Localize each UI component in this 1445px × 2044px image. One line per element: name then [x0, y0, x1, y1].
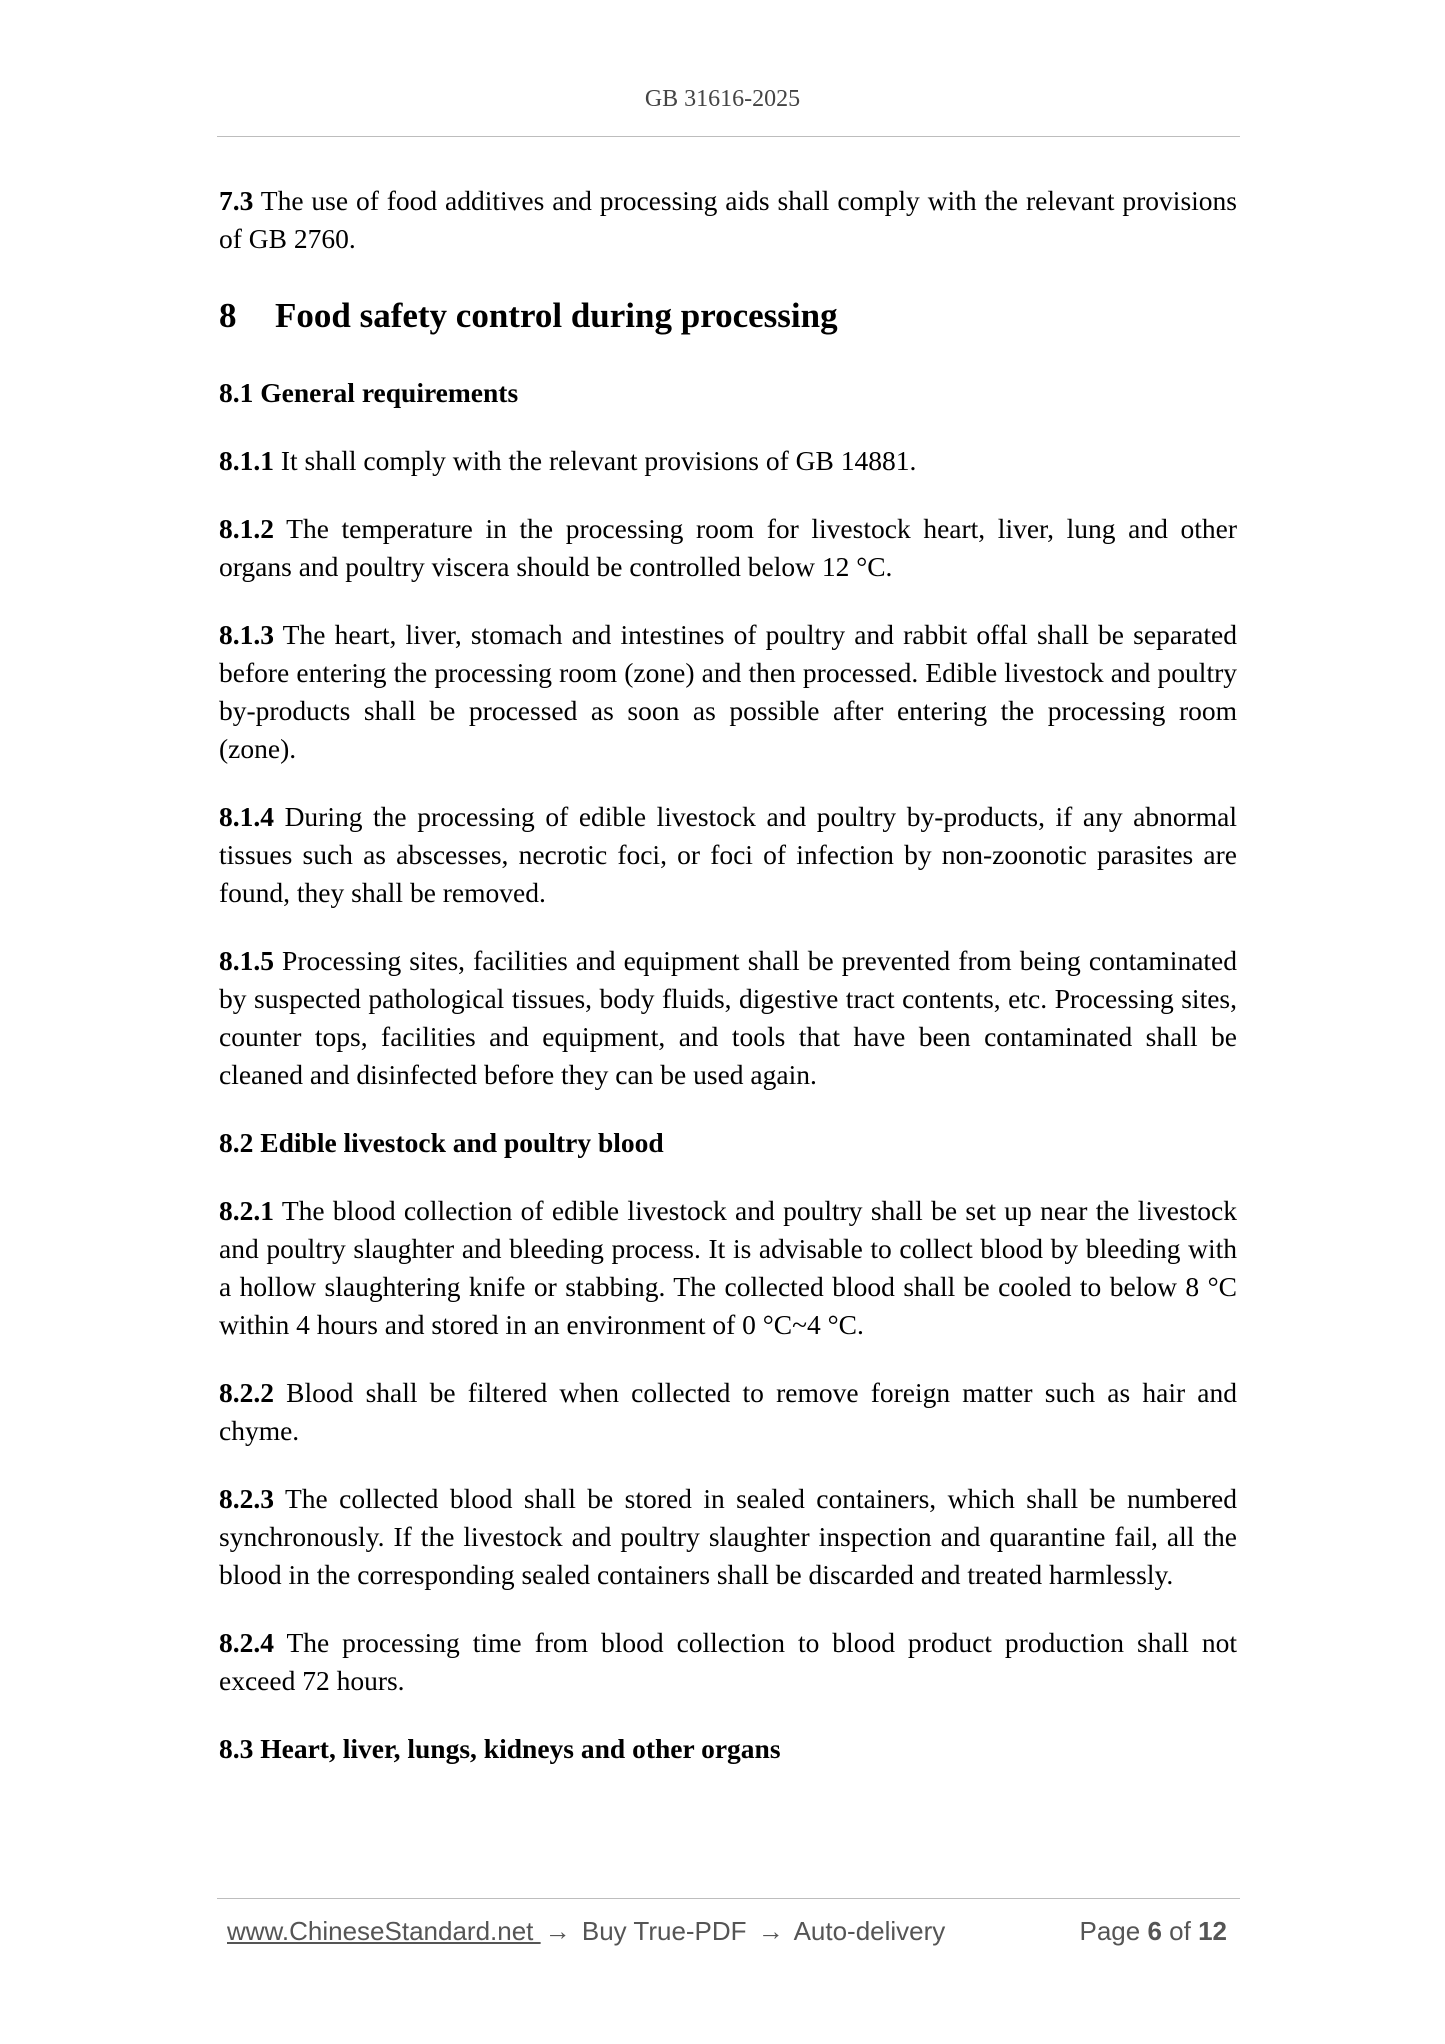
- clause-number: 8.2.3: [219, 1483, 274, 1514]
- section-number: 8: [219, 296, 237, 335]
- footer-divider: [217, 1898, 1240, 1899]
- clause-8-1-4: [219, 798, 1237, 912]
- footer-promo: [227, 1916, 945, 1947]
- page-total: 12: [1198, 1916, 1227, 1946]
- clause-number: 7.3: [219, 185, 254, 216]
- section-title: Food safety control during processing: [275, 296, 838, 335]
- clause-text: Blood shall be filtered when collected to remove foreign matter such as hair and chyme.: [219, 1377, 1237, 1446]
- auto-delivery-text: Auto-delivery: [787, 1916, 946, 1946]
- clause-8-2-4: [219, 1624, 1237, 1700]
- subsection-8-3-heading: 8.3 Heart, liver, lungs, kidneys and other organs: [219, 1733, 781, 1764]
- clause-text: The use of food additives and processing aids shall comply with the relevant provisions of GB 2760.: [219, 185, 1237, 254]
- clause-number: 8.2.4: [219, 1627, 274, 1658]
- clause-8-2-2: [219, 1374, 1237, 1450]
- clause-text: The temperature in the processing room for livestock heart, liver, lung and other organs and poultry viscera should be controlled below 12 °C.: [219, 513, 1237, 582]
- subsection-8-1-heading: 8.1 General requirements: [219, 377, 519, 408]
- clause-number: 8.1.1: [219, 445, 274, 476]
- subsection-8-2-heading: 8.2 Edible livestock and poultry blood: [219, 1127, 664, 1158]
- header-divider: [217, 136, 1240, 137]
- arrow-right-icon: →: [757, 1916, 784, 1946]
- clause-number: 8.2.1: [219, 1195, 274, 1226]
- clause-7-3: [219, 182, 1237, 258]
- clause-8-1-3: [219, 616, 1237, 768]
- clause-number: 8.2.2: [219, 1377, 274, 1408]
- page-footer: [227, 1916, 1227, 1956]
- clause-text: The processing time from blood collection to blood product production shall not exceed 72 hours.: [219, 1627, 1237, 1696]
- clause-number: 8.1.5: [219, 945, 274, 976]
- clause-8-2-1: [219, 1192, 1237, 1344]
- clause-8-1-5: [219, 942, 1237, 1094]
- clause-number: 8.1.4: [219, 801, 274, 832]
- clause-text: It shall comply with the relevant provisions of GB 14881.: [274, 445, 917, 476]
- page-indicator: [1079, 1916, 1227, 1947]
- page-content: [219, 182, 1237, 1798]
- clause-8-1-2: [219, 510, 1237, 586]
- clause-number: 8.1.3: [219, 619, 274, 650]
- arrow-right-icon: →: [544, 1916, 571, 1946]
- clause-8-1-1: [219, 442, 1237, 480]
- page-current: 6: [1147, 1916, 1162, 1946]
- clause-text: The blood collection of edible livestock and poultry shall be set up near the livestock and poultry slaughter and bleeding process. It is advisable to collect blood by bleeding with a hollow slaughtering knife or stabbing. The collected blood shall be cooled to below 8 °C within 4 hours and stored in an environment of 0 °C~4 °C.: [219, 1195, 1237, 1340]
- clause-text: The collected blood shall be stored in sealed containers, which shall be numbered synchronously. If the livestock and poultry slaughter inspection and quarantine fail, all the blood in the corresponding sealed containers shall be discarded and treated harmlessly.: [219, 1483, 1237, 1590]
- clause-number: 8.1.2: [219, 513, 274, 544]
- section-8-heading: [219, 294, 1237, 338]
- buy-pdf-text: Buy True-PDF: [574, 1916, 754, 1946]
- page-label: Page: [1079, 1916, 1141, 1946]
- clause-text: The heart, liver, stomach and intestines of poultry and rabbit offal shall be separated before entering the processing room (zone) and then processed. Edible livestock and poultry by-products shall be processed as soon as possible after entering the processing room (zone).: [219, 619, 1237, 764]
- clause-text: Processing sites, facilities and equipment shall be prevented from being contaminated by suspected pathological tissues, body fluids, digestive tract contents, etc. Processing sites, counter tops, facilities and equipment, and tools that have been contaminated shall be cleaned and disinfected before they can be used again.: [219, 945, 1237, 1090]
- clause-8-2-3: [219, 1480, 1237, 1594]
- page-of-label: of: [1169, 1916, 1191, 1946]
- clause-text: During the processing of edible livestock and poultry by-products, if any abnormal tissues such as abscesses, necrotic foci, or foci of infection by non-zoonotic parasites are found, they shall be removed.: [219, 801, 1237, 908]
- website-link[interactable]: www.ChineseStandard.net: [227, 1916, 541, 1946]
- document-header-id: GB 31616-2025: [644, 86, 801, 112]
